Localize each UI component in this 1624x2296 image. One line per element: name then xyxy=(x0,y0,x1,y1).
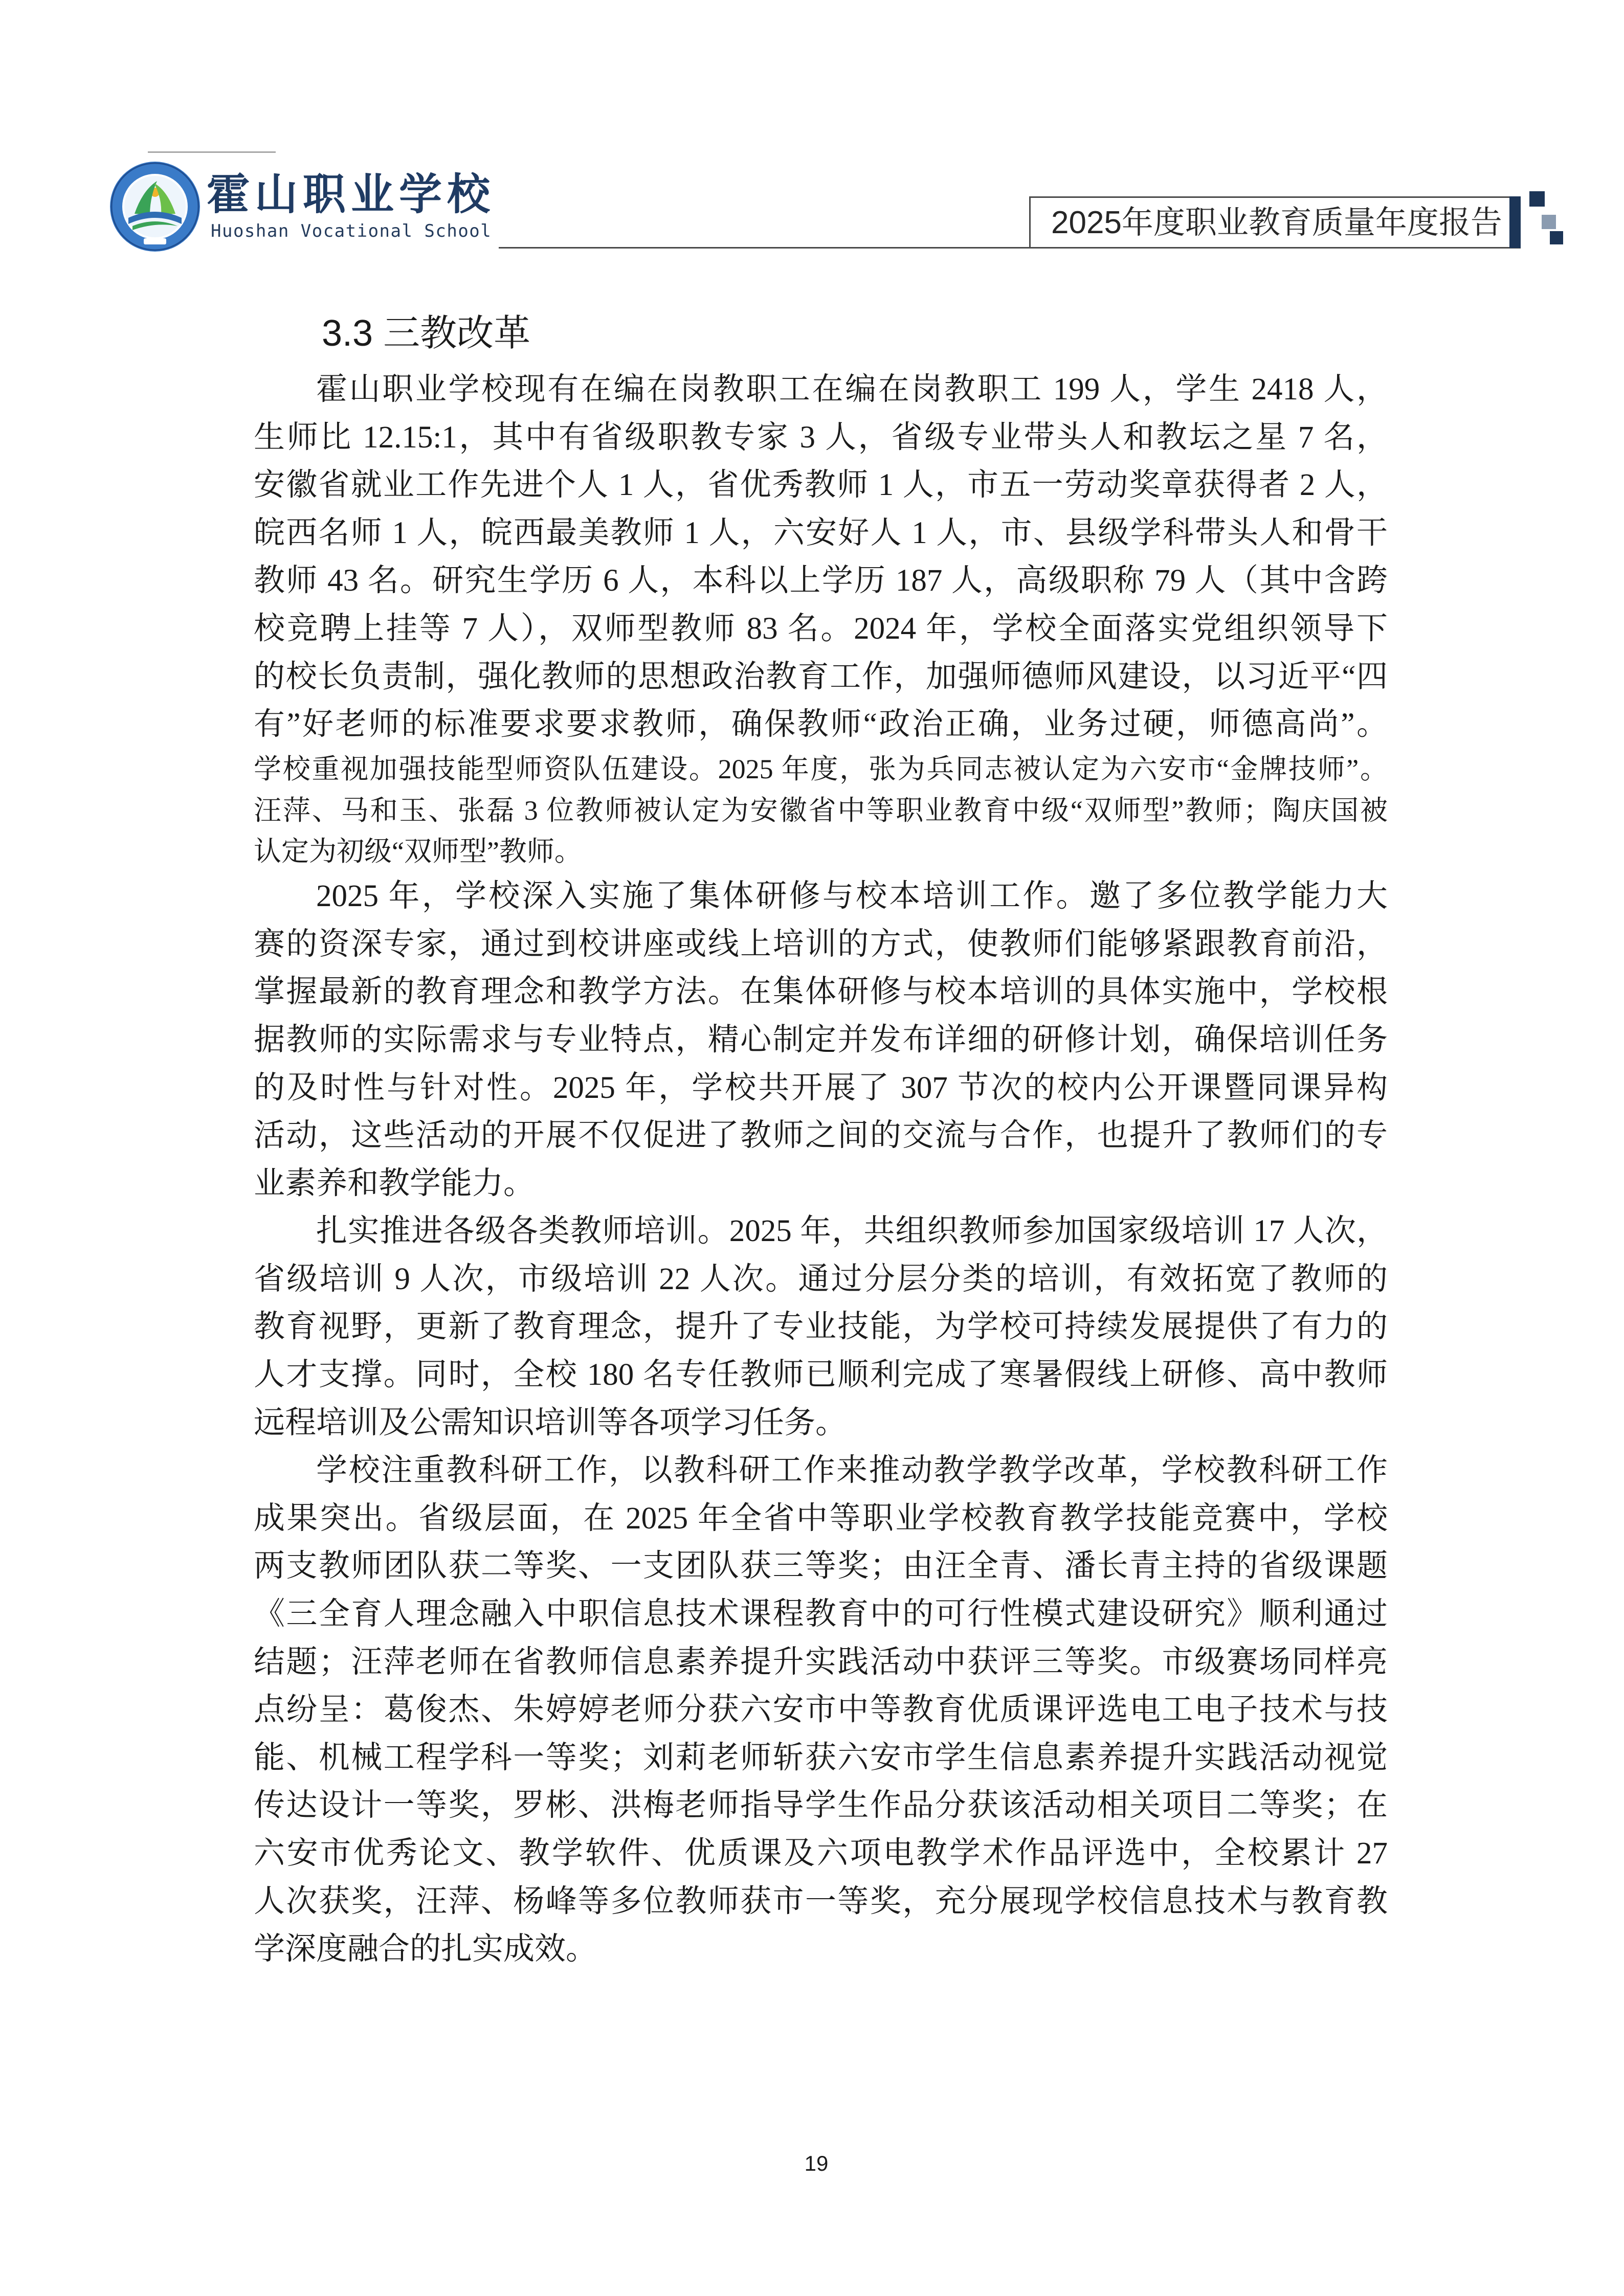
school-emblem-icon xyxy=(109,161,201,253)
paragraph-line: 学校注重教科研工作，以教科研工作来推动教学教学改革，学校教科研工作 xyxy=(316,1453,1388,1488)
paragraph-line: 远程培训及公需知识培训等各项学习任务。 xyxy=(254,1405,847,1440)
paragraph-line: 两支教师团队获二等奖、一支团队获三等奖；由汪全青、潘长青主持的省级课题 xyxy=(254,1549,1388,1584)
paragraph-line: 生师比 12.15:1，其中有省级职教专家 3 人，省级专业带头人和教坛之星 7 名， xyxy=(254,420,1388,455)
paragraph-line: 赛的资深专家，通过到校讲座或线上培训的方式，使教师们能够紧跟教育前沿， xyxy=(254,927,1388,961)
paragraph-note xyxy=(254,749,1388,872)
section-heading: 3.3 三教改革 xyxy=(322,313,531,354)
page-number: 19 xyxy=(804,2151,829,2175)
school-name-english: Huoshan Vocational School xyxy=(211,221,492,241)
paragraph xyxy=(254,366,1388,749)
report-title: 2025年度职业教育质量年度报告 xyxy=(1051,205,1502,240)
paragraph-line: 学深度融合的扎实成效。 xyxy=(254,1932,597,1967)
paragraph-line: 掌握最新的教育理念和教学方法。在集体研修与校本培训的具体实施中，学校根 xyxy=(254,975,1388,1009)
paragraph-line: 六安市优秀论文、教学软件、优质课及六项电教学术作品评选中，全校累计 27 xyxy=(254,1836,1388,1871)
paragraph-line: 霍山职业学校现有在编在岗教职工在编在岗教职工 199 人，学生 2418 人， xyxy=(316,372,1388,407)
paragraph-line: 传达设计一等奖，罗彬、洪梅老师指导学生作品分获该活动相关项目二等奖；在 xyxy=(254,1788,1388,1823)
paragraph-line: 汪萍、马和玉、张磊 3 位教师被认定为安徽省中等职业教育中级“双师型”教师；陶庆国被 xyxy=(254,795,1388,826)
paragraph-line: 人次获奖，汪萍、杨峰等多位教师获市一等奖，充分展现学校信息技术与教育教 xyxy=(254,1884,1388,1919)
paragraph-line: 成果突出。省级层面，在 2025 年全省中等职业学校教育教学技能竞赛中，学校 xyxy=(254,1501,1388,1536)
paragraph-line: 教育视野，更新了教育理念，提升了专业技能，为学校可持续发展提供了有力的 xyxy=(254,1310,1388,1344)
paragraph-line: 2025 年，学校深入实施了集体研修与校本培训工作。邀了多位教学能力大 xyxy=(316,879,1388,914)
paragraph-line: 人才支撑。同时，全校 180 名专任教师已顺利完成了寒暑假线上研修、高中教师 xyxy=(254,1358,1388,1392)
report-title-box xyxy=(1029,196,1521,248)
paragraph-line: 安徽省就业工作先进个人 1 人，省优秀教师 1 人，市五一劳动奖章获得者 2 人， xyxy=(254,468,1388,503)
paragraph-line: 能、机械工程学科一等奖；刘莉老师斩获六安市学生信息素养提升实践活动视觉 xyxy=(254,1740,1388,1775)
paragraph-line: 省级培训 9 人次，市级培训 22 人次。通过分层分类的培训，有效拓宽了教师的 xyxy=(254,1262,1388,1296)
paragraph-line: 校竞聘上挂等 7 人），双师型教师 83 名。2024 年，学校全面落实党组织领导下 xyxy=(254,611,1388,646)
paragraph-line: 的校长负责制，强化教师的思想政治教育工作，加强师德师风建设，以习近平“四 xyxy=(254,659,1388,694)
paragraph xyxy=(254,872,1388,1207)
paragraph-line: 扎实推进各级各类教师培训。2025 年，共组织教师参加国家级培训 17 人次， xyxy=(316,1214,1388,1249)
section-body xyxy=(254,366,1388,1973)
paragraph-line: 结题；汪萍老师在省教师信息素养提升实践活动中获评三等奖。市级赛场同样亮 xyxy=(254,1645,1388,1679)
emblem-banner xyxy=(144,238,166,244)
paragraph-line: 有”好老师的标准要求要求教师，确保教师“政治正确，业务过硬，师德高尚”。 xyxy=(254,707,1388,742)
paragraph-line: 学校重视加强技能型师资队伍建设。2025 年度，张为兵同志被认定为六安市“金牌技师”。 xyxy=(254,753,1388,784)
paragraph-line: 业素养和教学能力。 xyxy=(254,1166,535,1201)
school-name: 霍山职业学校 xyxy=(207,169,496,219)
paragraph xyxy=(254,1447,1388,1973)
paragraph-line: 皖西名师 1 人，皖西最美教师 1 人，六安好人 1 人，市、县级学科带头人和骨干 xyxy=(254,515,1388,550)
paragraph-line: 据教师的实际需求与专业特点，精心制定并发布详细的研修计划，确保培训任务 xyxy=(254,1022,1388,1057)
report-title-accent-bar xyxy=(1509,196,1521,248)
paragraph-line: 认定为初级“双师型”教师。 xyxy=(254,836,582,867)
paragraph-line: 活动，这些活动的开展不仅促进了教师之间的交流与合作，也提升了教师们的专 xyxy=(254,1118,1388,1153)
header-deco-square xyxy=(1542,215,1556,229)
paragraph-line: 《三全育人理念融入中职信息技术课程教育中的可行性模式建设研究》顺利通过 xyxy=(254,1597,1388,1632)
header-top-rule xyxy=(148,151,276,153)
header-deco-square xyxy=(1550,231,1563,244)
header-deco-square xyxy=(1529,191,1545,207)
paragraph xyxy=(254,1207,1388,1447)
paragraph-line: 的及时性与针对性。2025 年，学校共开展了 307 节次的校内公开课暨同课异构 xyxy=(254,1070,1388,1105)
paragraph-line: 教师 43 名。研究生学历 6 人，本科以上学历 187 人，高级职称 79 人（其中含跨 xyxy=(254,564,1388,598)
paragraph-line: 点纷呈：葛俊杰、朱婷婷老师分获六安市中等教育优质课评选电工电子技术与技 xyxy=(254,1693,1388,1727)
